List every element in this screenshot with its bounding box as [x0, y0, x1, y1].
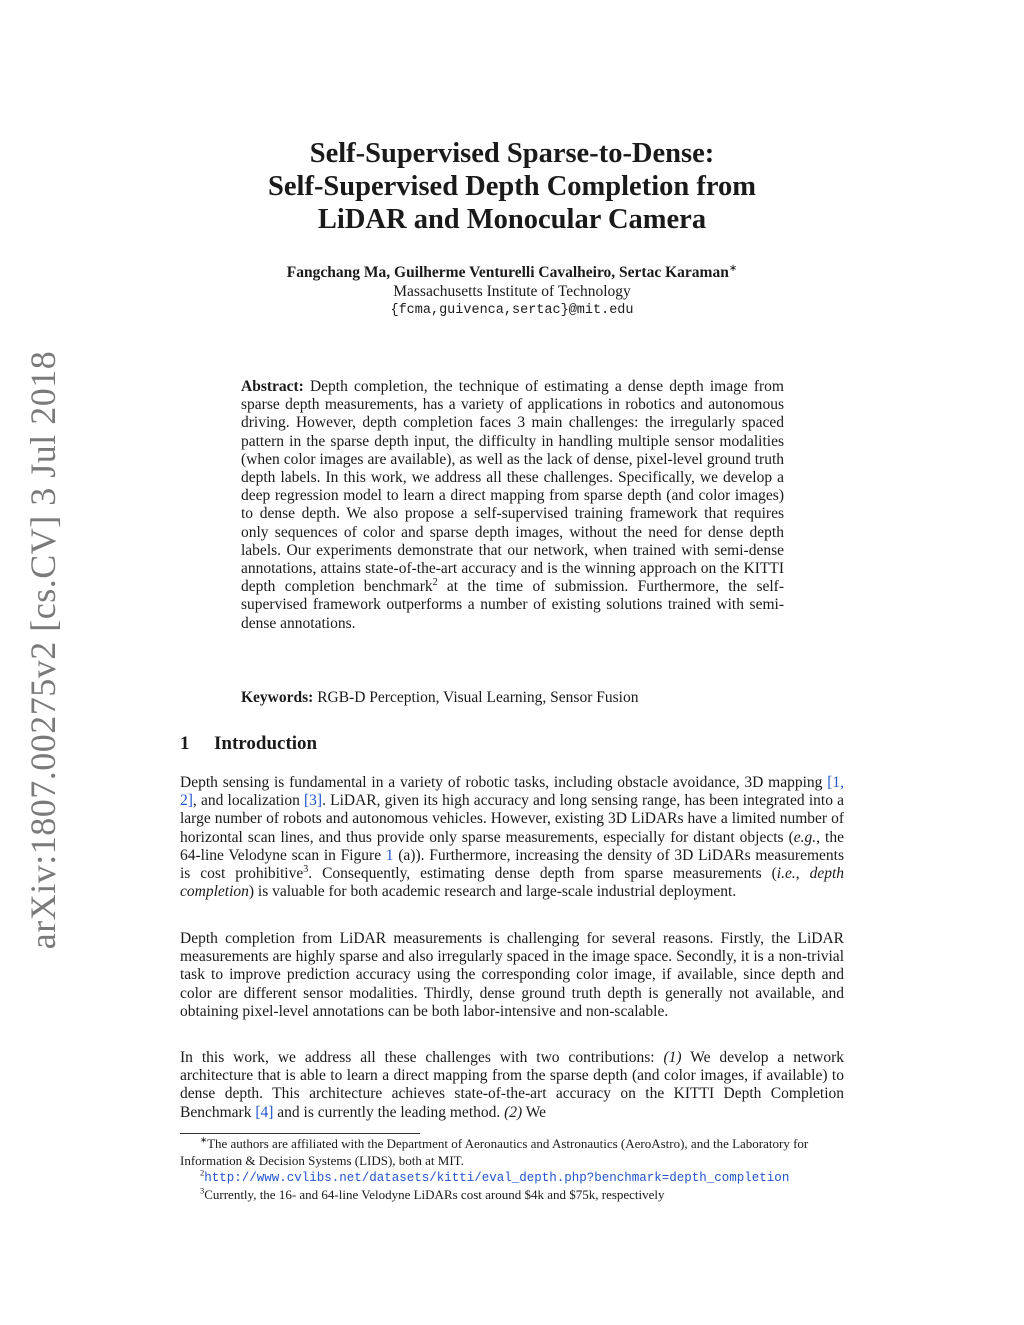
text-run: (1) — [663, 1049, 682, 1066]
text-run: , — [795, 865, 810, 883]
paragraph — [180, 930, 844, 1021]
affiliation: Massachusetts Institute of Technology — [393, 283, 631, 300]
keywords-label: Keywords: — [241, 689, 314, 706]
footnote-ref[interactable]: 3 — [303, 863, 309, 875]
section-heading — [180, 733, 317, 755]
section-number: 1 — [180, 733, 190, 754]
footnote-marker: ∗ — [200, 1134, 208, 1145]
keywords — [241, 689, 784, 707]
footnote-text: Currently, the 16- and 64-line Velodyne LiDARs cost around $4k and $75k, respectively — [204, 1186, 665, 1202]
arxiv-sidebar-stamp — [13, 350, 73, 950]
author-emails: {fcma,guivenca,sertac}@mit.edu — [390, 303, 634, 318]
footnote-divider — [180, 1133, 420, 1134]
footnote-url-link[interactable]: http://www.cvlibs.net/datasets/kitti/eval_depth.php?benchmark=depth_completion — [204, 1171, 790, 1185]
abstract-text: at the time of submission. Furthermore, the self-supervised framework outperforms a number of existing solutions trained with semi-dense annotations. — [241, 578, 784, 632]
paragraph-text: Depth completion from LiDAR measurements is challenging for several reasons. Firstly, the LiDAR measurements are highly sparse and also irregularly spaced in the image space. Secondly, it is a non-trivial task to improve prediction accuracy using the corresponding color image, if available, since depth and color are different sensor modalities. Thirdly, dense ground truth depth is generally not available, and obtaining pixel-level annotations can be both labor-intensive and non-scalable. — [180, 930, 844, 1020]
text-run: . Consequently, estimating dense depth from sparse measurements ( — [308, 865, 777, 883]
text-run: (a)). Furthermore, increasing the density of 3D LiDARs measurements is cost prohibitive — [180, 846, 844, 883]
footnotes — [180, 1136, 844, 1203]
text-run: ) is valuable for both academic research and large-scale industrial deployment. — [248, 883, 737, 901]
title-line: LiDAR and Monocular Camera — [317, 204, 707, 235]
text-run: , the 64-line Velodyne scan in Figure — [180, 828, 844, 864]
citation-link[interactable]: [3] — [304, 792, 323, 810]
text-run: We — [522, 1103, 547, 1121]
title-line: Self-Supervised Sparse-to-Dense: — [309, 138, 715, 169]
footnote — [180, 1136, 844, 1169]
paragraph — [180, 774, 844, 901]
footnote-text: The authors are affiliated with the Department of Aeronautics and Astronautics (AeroAstro), and the Laboratory for Information & Decision Systems (LIDS), both at MIT. — [180, 1136, 809, 1168]
figure-link[interactable]: 1 — [385, 846, 394, 864]
citation-link[interactable]: [4] — [255, 1103, 274, 1121]
arxiv-id: arXiv:1807.00275v2 [cs.CV] 3 Jul 2018 — [23, 350, 63, 950]
footnote-marker: 3 — [200, 1185, 205, 1196]
paper-title — [180, 137, 844, 236]
footnote — [180, 1187, 844, 1204]
keywords-text: RGB-D Perception, Visual Learning, Sensor Fusion — [317, 689, 639, 706]
section-title: Introduction — [214, 733, 318, 754]
text-run: e.g. — [793, 828, 817, 846]
paragraph — [180, 1049, 844, 1122]
footnote-marker: 2 — [200, 1167, 205, 1178]
text-run: We develop a network architecture that is able to learn a direct mapping from the sparse depth (and color images, if available) to dense depth. This architecture achieves state-of-the-art accuracy on the KITTI Depth Completion Benchmark — [180, 1049, 844, 1121]
text-run: In this work, we address all these challenges with two contributions: — [180, 1049, 664, 1066]
text-run: and is currently the leading method. — [273, 1103, 505, 1121]
abstract-text: Depth completion, the technique of estimating a dense depth image from sparse depth measurements, has a variety of applications in robotics and autonomous driving. However, depth completion faces 3 main challenges: the irregularly spaced pattern in the sparse depth input, the difficulty in handling multiple sensor modalities (when color images are available), as well as the lack of dense, pixel-level ground truth depth labels. In this work, we address all these challenges. Specifically, we develop a deep regression model to learn a direct mapping from sparse depth (and color images) to dense depth. We also propose a self-supervised training framework that requires only sequences of color and sparse depth images, without the need for dense depth labels. Our experiments demonstrate that our network, when trained with semi-dense annotations, attains state-of-the-art accuracy and is the winning approach on the KITTI depth completion benchmark — [241, 378, 784, 596]
text-run: depth completion — [180, 865, 844, 901]
citation-link[interactable]: [1, 2] — [180, 774, 844, 810]
text-run: . LiDAR, given its high accuracy and long sensing range, has been integrated into a large number of robots and autonomous vehicles. However, existing 3D LiDARs have a limited number of horizontal scan lines, and thus provide only sparse measurements, especially for distant objects ( — [180, 792, 845, 846]
author-footnote-marker: ∗ — [728, 262, 738, 274]
author-names: Fangchang Ma, Guilherme Venturelli Cavalheiro, Sertac Karaman — [286, 264, 729, 281]
title-line: Self-Supervised Depth Completion from — [268, 171, 756, 202]
footnote-ref[interactable]: 2 — [432, 577, 438, 589]
abstract-label: Abstract: — [241, 378, 304, 395]
text-run: Depth sensing is fundamental in a variety of robotic tasks, including obstacle avoidance, 3D mapping — [180, 774, 828, 791]
abstract — [241, 378, 784, 633]
text-run: (2) — [504, 1103, 523, 1121]
text-run: i.e. — [776, 865, 796, 883]
footnote — [180, 1169, 844, 1187]
author-list — [180, 264, 844, 282]
text-run: , and localization — [192, 792, 304, 810]
